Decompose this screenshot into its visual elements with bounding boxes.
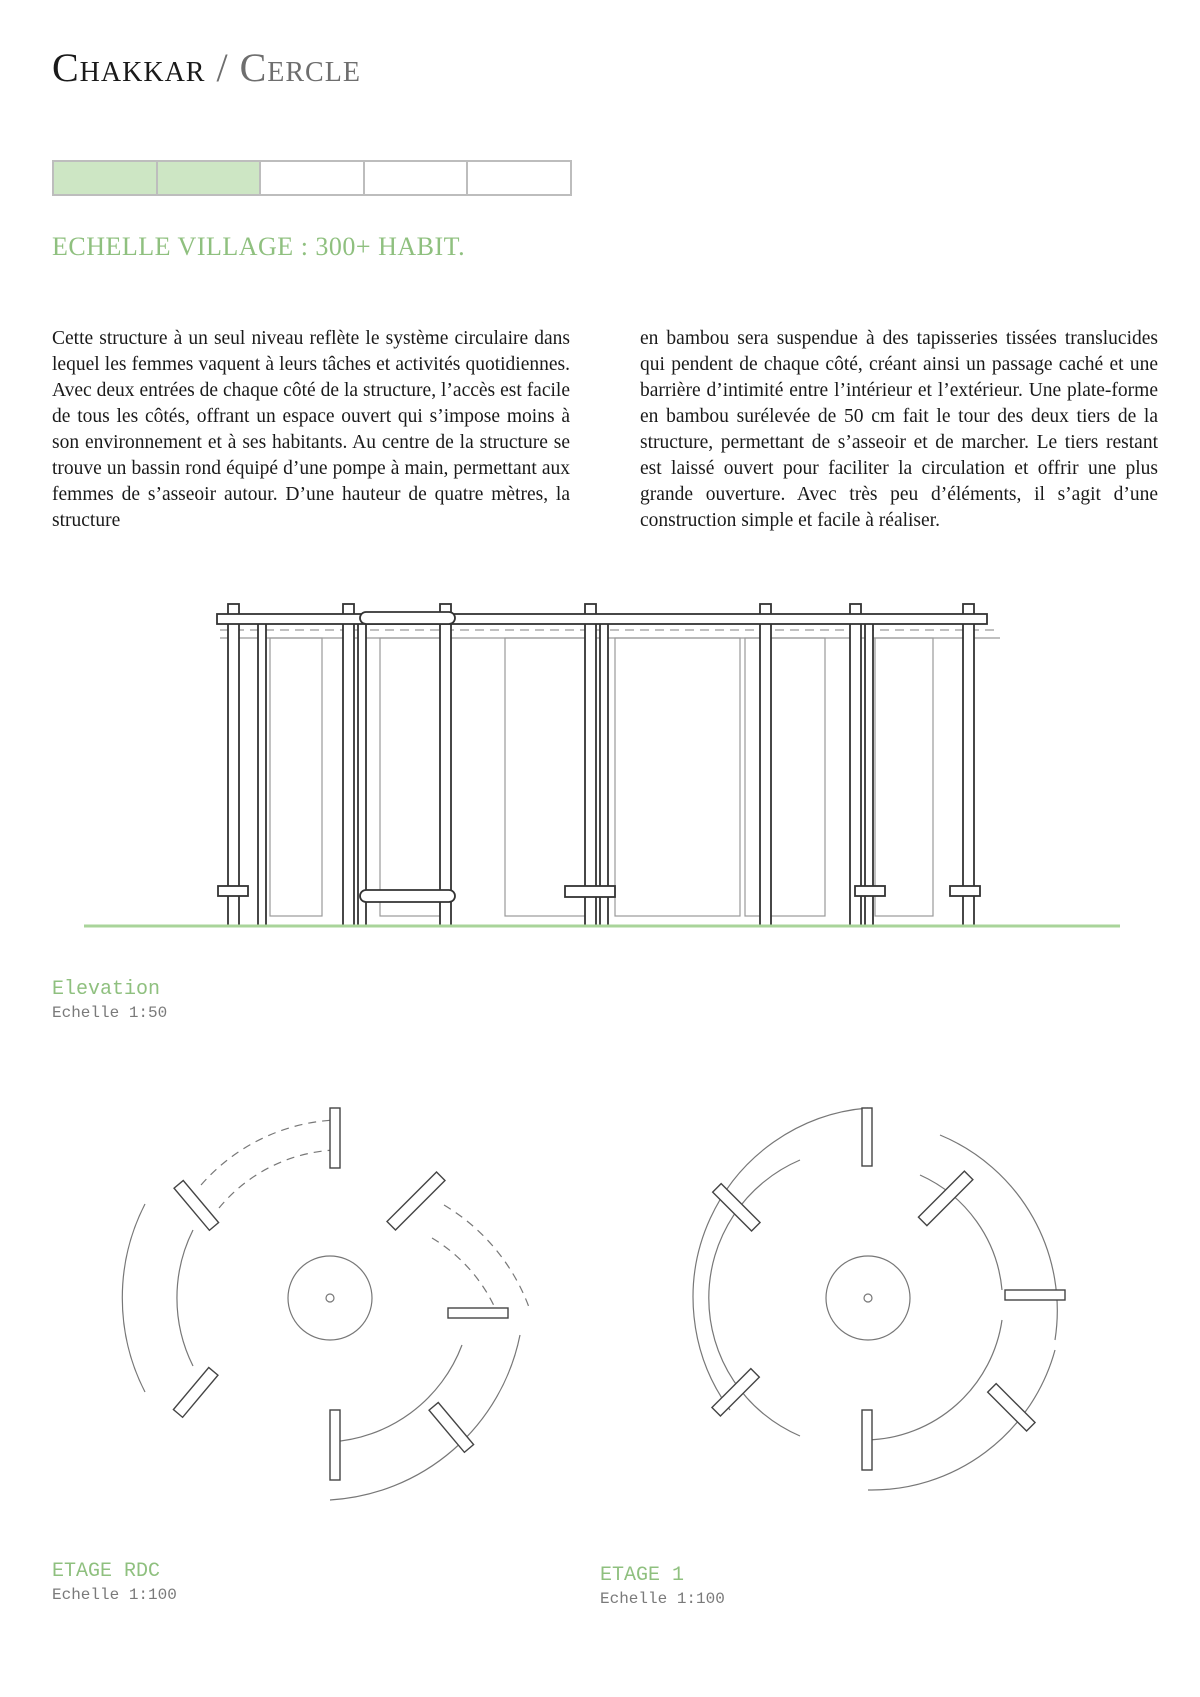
- plan-etage1-drawing: [600, 1080, 1200, 1480]
- tapestry-panel: [875, 638, 933, 916]
- scale-subtitle: ECHELLE VILLAGE : 300+ HABIT.: [52, 232, 466, 261]
- platform-outer-edge: [940, 1135, 1057, 1340]
- plan-post: [862, 1410, 872, 1470]
- scale-level-segment: [54, 162, 158, 194]
- bamboo-post: [440, 604, 451, 926]
- plan-post: [330, 1410, 340, 1480]
- scale-level-segment: [365, 162, 469, 194]
- bamboo-post: [343, 604, 354, 926]
- title-first: Chakkar: [52, 45, 206, 90]
- bamboo-post: [760, 604, 771, 926]
- plan-post: [862, 1108, 872, 1166]
- plan-rdc-caption-title: ETAGE RDC: [52, 1560, 161, 1583]
- platform-inner-edge: [330, 1345, 462, 1442]
- plan-post: [173, 1367, 218, 1417]
- plan-post: [1005, 1290, 1065, 1300]
- platform-outer-edge: [330, 1335, 520, 1500]
- bamboo-post: [258, 620, 266, 926]
- tapestry-panel: [270, 638, 322, 916]
- page-title: [52, 44, 361, 91]
- hand-pump: [326, 1294, 334, 1302]
- scale-level-indicator: [52, 160, 572, 196]
- tapestry-panel: [380, 638, 448, 916]
- scale-level-segment: [158, 162, 262, 194]
- hidden-curve: [444, 1205, 530, 1310]
- title-separator: /: [216, 45, 229, 90]
- scale-level-segment: [468, 162, 570, 194]
- elevation-caption-scale: Echelle 1:50: [52, 1004, 168, 1022]
- plan-rdc-drawing: [0, 1080, 600, 1480]
- platform-outer-edge: [693, 1108, 868, 1410]
- tapestry-panel: [505, 638, 590, 916]
- bench-beam: [565, 886, 615, 897]
- central-basin: [288, 1256, 372, 1340]
- bamboo-post: [600, 620, 608, 926]
- title-second: Cercle: [239, 45, 361, 90]
- plan-post: [330, 1108, 340, 1168]
- bamboo-post: [963, 604, 974, 926]
- bench-beam: [950, 886, 980, 896]
- plan-post: [448, 1308, 508, 1318]
- central-basin: [826, 1256, 910, 1340]
- plan-etage1-caption-title: ETAGE 1: [600, 1564, 685, 1587]
- bamboo-post: [585, 604, 596, 926]
- hidden-curve: [219, 1150, 335, 1208]
- elevation-drawing: [0, 590, 1200, 960]
- plan-post: [174, 1180, 219, 1230]
- platform-inner-edge: [177, 1230, 193, 1366]
- bamboo-post: [228, 604, 239, 926]
- bamboo-post: [865, 620, 873, 926]
- bamboo-post: [358, 620, 366, 926]
- platform-outer-edge: [122, 1204, 145, 1392]
- description-column-1: Cette structure à un seul niveau reflète le système circulaire dans lequel les femmes vaquent à leurs tâches et activités quotidiennes. Avec deux entrées de chaque côté de la structure, l’accès est facile de tous les côtés, offrant un espace ouvert qui s’impose moins à son environnement et à ses habitants. Au centre de la structure se trouve un bassin rond équipé d’une pompe à main, permettant aux femmes de s’asseoir autour. D’une hauteur de quatre mètres, la structure: [52, 328, 570, 531]
- tapestry-panel: [615, 638, 740, 916]
- top-beam: [217, 614, 987, 624]
- bench-beam: [218, 886, 248, 896]
- plan-post: [387, 1172, 445, 1230]
- bench-beam: [855, 886, 885, 896]
- description-column-2: en bambou sera suspendue à des tapisseries tissées translucides qui pendent de chaque côté, créant ainsi un passage caché et une barrière d’intimité entre l’intérieur et l’extérieur. Une plate-forme en bambou surélevée de 50 cm fait le tour des deux tiers de la structure, permettant de s’asseoir et de marcher. Le tiers restant est laissé ouvert pour faciliter la circulation et offrir une plus grande ouverture. Avec très peu d’éléments, il s’agit d’une construction simple et facile à réaliser.: [640, 328, 1158, 531]
- scale-level-segment: [261, 162, 365, 194]
- platform-inner-edge: [868, 1320, 1002, 1440]
- bamboo-log-top: [360, 612, 455, 624]
- bamboo-log-bench: [360, 890, 455, 902]
- plan-post: [429, 1402, 474, 1452]
- bamboo-post: [850, 604, 861, 926]
- tapestry-panel: [745, 638, 825, 916]
- plan-rdc-caption-scale: Echelle 1:100: [52, 1586, 177, 1604]
- plan-etage1-caption-scale: Echelle 1:100: [600, 1590, 725, 1608]
- elevation-caption-title: Elevation: [52, 978, 161, 1001]
- plan-post: [918, 1171, 972, 1225]
- hand-pump: [864, 1294, 872, 1302]
